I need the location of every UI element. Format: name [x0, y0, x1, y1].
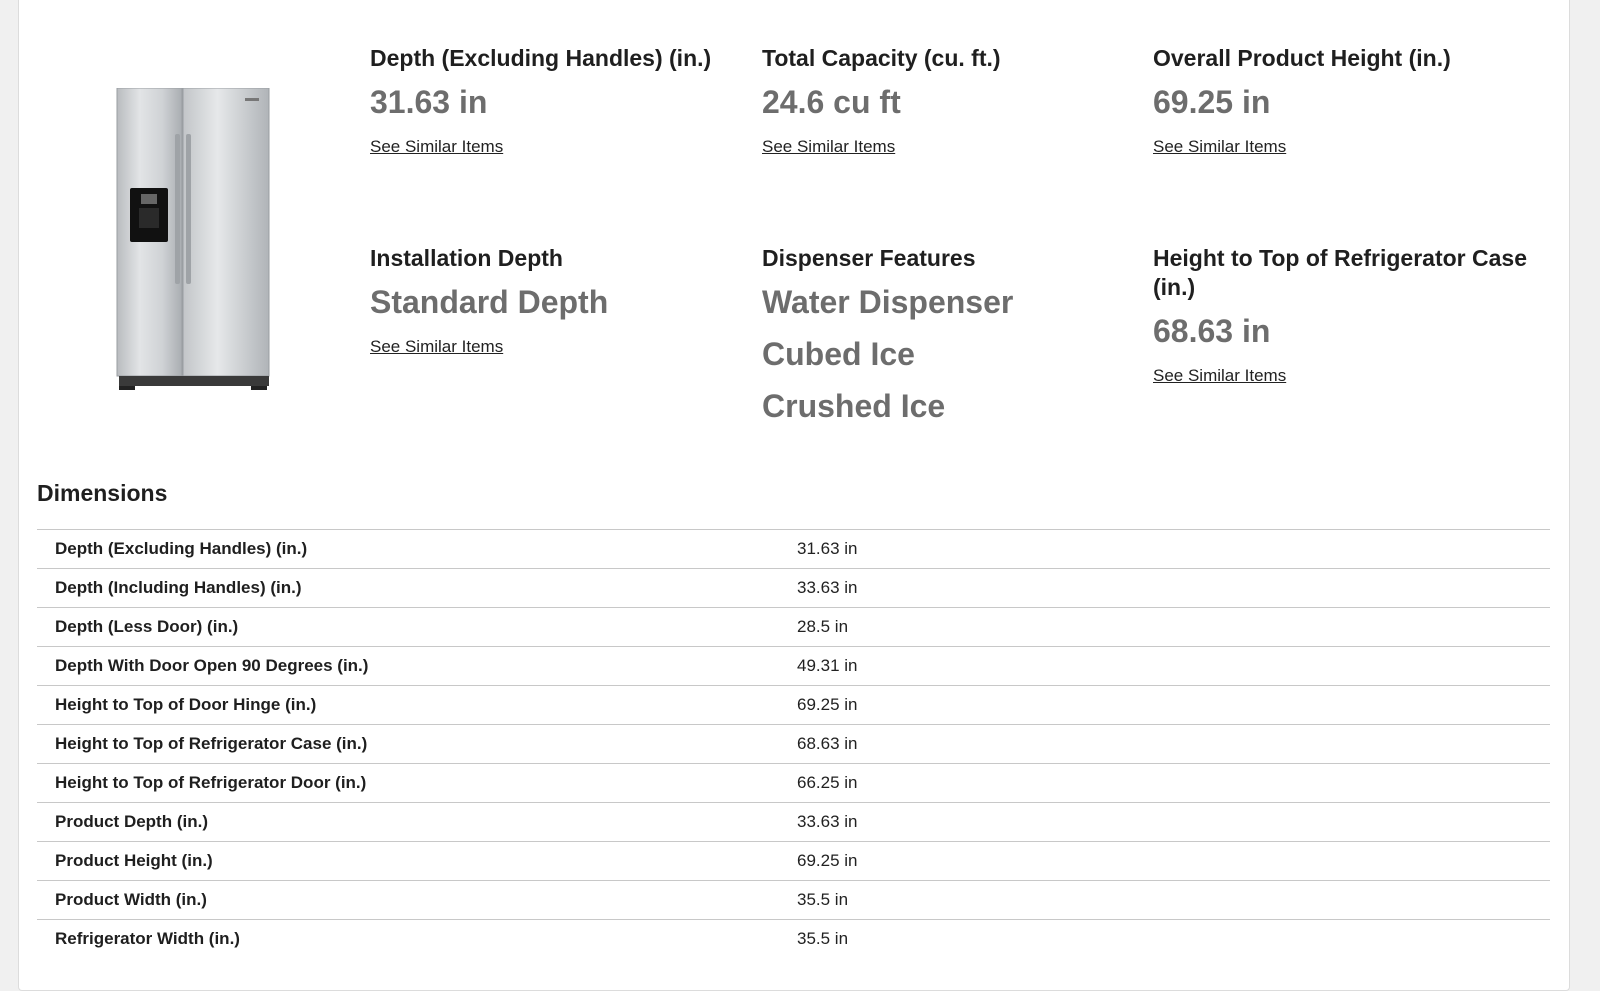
spec-title: Overall Product Height (in.) [1153, 45, 1451, 71]
table-row [37, 725, 1550, 764]
spec-title: Installation Depth [370, 245, 563, 271]
table-row [37, 686, 1550, 725]
spec-value: Standard Depth [370, 284, 609, 320]
spec-value: 24.6 cu ft [762, 84, 901, 120]
dimension-value: 49.31 in [797, 647, 1550, 686]
table-row [37, 647, 1550, 686]
dimension-value: 33.63 in [797, 569, 1550, 608]
table-row [37, 764, 1550, 803]
see-similar-items-link[interactable]: See Similar Items [1153, 366, 1287, 385]
spec-value: Crushed Ice [762, 388, 946, 424]
dimension-label: Depth (Less Door) (in.) [37, 608, 797, 647]
spec-value: 69.25 in [1153, 84, 1271, 120]
spec-overall-product-height [1153, 44, 1513, 157]
table-row [37, 803, 1550, 842]
table-row [37, 608, 1550, 647]
see-similar-items-link[interactable]: See Similar Items [370, 137, 504, 156]
spec-depth-excluding-handles [370, 44, 730, 157]
dimensions-table [37, 529, 1550, 959]
refrigerator-product-image [115, 88, 275, 390]
dimension-label: Product Depth (in.) [37, 803, 797, 842]
table-row [37, 881, 1550, 920]
spec-value: 68.63 in [1153, 313, 1271, 349]
dimension-label: Height to Top of Door Hinge (in.) [37, 686, 797, 725]
dimension-value: 28.5 in [797, 608, 1550, 647]
spec-value: Cubed Ice [762, 336, 915, 372]
dimension-label: Refrigerator Width (in.) [37, 920, 797, 959]
spec-installation-depth [370, 244, 730, 357]
spec-title: Depth (Excluding Handles) (in.) [370, 45, 712, 71]
dimension-value: 69.25 in [797, 842, 1550, 881]
dimension-value: 68.63 in [797, 725, 1550, 764]
dimension-label: Product Width (in.) [37, 881, 797, 920]
specifications-card [18, 0, 1570, 991]
spec-dispenser-features [762, 244, 1122, 433]
table-row [37, 569, 1550, 608]
dimension-label: Height to Top of Refrigerator Door (in.) [37, 764, 797, 803]
dimension-value: 31.63 in [797, 530, 1550, 569]
dimension-value: 33.63 in [797, 803, 1550, 842]
dimension-value: 69.25 in [797, 686, 1550, 725]
spec-value: Water Dispenser [762, 284, 1014, 320]
spec-title: Total Capacity (cu. ft.) [762, 45, 1001, 71]
dimension-label: Depth With Door Open 90 Degrees (in.) [37, 647, 797, 686]
spec-title: Height to Top of Refrigerator Case (in.) [1153, 245, 1527, 300]
spec-value: 31.63 in [370, 84, 488, 120]
dimension-label: Depth (Excluding Handles) (in.) [37, 530, 797, 569]
table-row [37, 842, 1550, 881]
spec-title: Dispenser Features [762, 245, 976, 271]
table-row [37, 920, 1550, 959]
see-similar-items-link[interactable]: See Similar Items [370, 337, 504, 356]
dimension-value: 66.25 in [797, 764, 1550, 803]
dimensions-heading: Dimensions [37, 480, 168, 506]
table-row [37, 530, 1550, 569]
dimension-value: 35.5 in [797, 920, 1550, 959]
spec-height-to-top-of-case [1153, 244, 1533, 386]
dimension-label: Product Height (in.) [37, 842, 797, 881]
see-similar-items-link[interactable]: See Similar Items [1153, 137, 1287, 156]
see-similar-items-link[interactable]: See Similar Items [762, 137, 896, 156]
dimension-label: Depth (Including Handles) (in.) [37, 569, 797, 608]
dimension-value: 35.5 in [797, 881, 1550, 920]
spec-total-capacity [762, 44, 1122, 157]
dimension-label: Height to Top of Refrigerator Case (in.) [37, 725, 797, 764]
